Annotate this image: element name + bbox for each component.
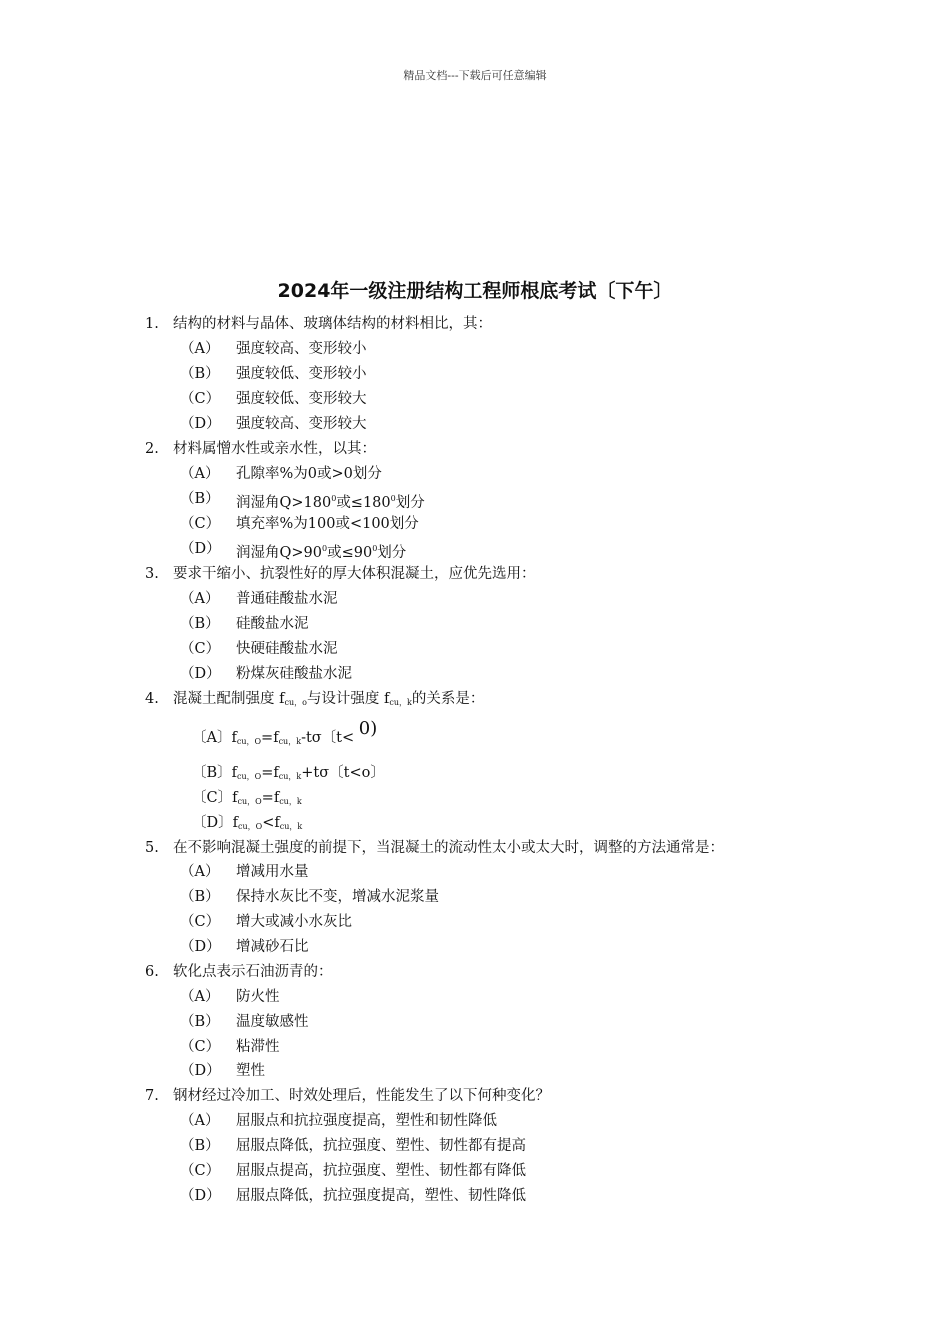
option-text: 快硬硅酸盐水泥 [236,641,338,657]
option-text: 温度敏感性 [236,1014,309,1030]
option-letter: （D） [180,939,221,955]
option-text: 粘滞性 [236,1039,280,1055]
option-letter: （C） [180,1163,221,1179]
option-letter: （C） [180,391,221,407]
option-letter: （B） [180,1138,220,1154]
option-text: 润湿角$Q>180^0$或$\le 180^0$划分 [236,494,425,511]
option-text: 屈服点和抗拉强度提高，塑性和韧性降低 [236,1113,497,1129]
option-letter: （B） [180,1014,220,1030]
option-letter: （B） [180,366,220,382]
question-text: 钢材经过冷加工、时效处理后，性能发生了以下何种变化？ [173,1088,550,1104]
option-text: 强度较高、变形较小 [236,341,367,357]
option-letter: （A） [180,1113,220,1129]
formula-option: 〔B〕$f_{cu,O}=f_{cu,k}+t\sigma$〔t<o〕 [192,765,385,781]
formula-option: 〔C〕$f_{cu,O}=f_{cu,k}$ [192,790,302,806]
question-number: 6. [145,964,159,980]
formula-option: 〔A〕$f_{cu,O}=f_{cu,k}-t\sigma$〔t< 0) [192,718,378,746]
option-letter: （A） [180,341,220,357]
question-text: 结构的材料与晶体、玻璃体结构的材料相比，其： [173,316,492,332]
option-text: 润湿角$Q>90^0$或$\le 90^0$划分 [236,544,407,561]
option-letter: （C） [180,516,221,532]
option-text: 增减砂石比 [236,939,309,955]
option-letter: （C） [180,641,221,657]
option-letter: （D） [180,416,221,432]
option-letter: （C） [180,914,221,930]
option-letter: （D） [180,1063,221,1079]
option-letter: （A） [180,466,220,482]
option-text: 强度较低、变形较小 [236,366,367,382]
option-text: 填充率%为100或<100划分 [236,516,419,532]
question-number: 3. [145,566,159,582]
option-text: 增大或减小水灰比 [236,914,352,930]
question-text: 在不影响混凝土强度的前提下，当混凝土的流动性太小或太大时，调整的方法通常是： [173,840,724,856]
option-letter: （A） [180,989,220,1005]
question-text: 混凝土配制强度 $f_{cu,o}$与设计强度 $f_{cu,k}$的关系是： [173,691,485,707]
option-text: 孔隙率%为0或>0划分 [236,466,382,482]
question-number: 5. [145,840,159,856]
option-letter: （A） [180,864,220,880]
option-text: 屈服点降低，抗拉强度、塑性、韧性都有提高 [236,1138,526,1154]
option-text: 保持水灰比不变，增减水泥浆量 [236,889,439,905]
header-note: 精品文档---下载后可任意编辑 [403,69,547,82]
option-letter: （A） [180,591,220,607]
option-text: 塑性 [236,1063,265,1079]
option-text: 屈服点降低，抗拉强度提高，塑性、韧性降低 [236,1188,526,1204]
option-text: 强度较低、变形较大 [236,391,367,407]
question-text: 材料属憎水性或亲水性，以其： [173,441,376,457]
page-title: 2024年一级注册结构工程师根底考试〔下午〕 [277,280,673,302]
question-number: 4. [145,691,159,707]
option-letter: （B） [180,889,220,905]
option-letter: （D） [180,541,221,557]
question-number: 2. [145,441,159,457]
question-text: 软化点表示石油沥青的： [173,964,333,980]
question-number: 7. [145,1088,159,1104]
question-text: 要求干缩小、抗裂性好的厚大体积混凝土，应优先选用： [173,566,536,582]
option-text: 硅酸盐水泥 [236,616,309,632]
option-letter: （D） [180,666,221,682]
option-text: 普通硅酸盐水泥 [236,591,338,607]
option-letter: （C） [180,1039,221,1055]
option-text: 粉煤灰硅酸盐水泥 [236,666,352,682]
question-number: 1. [145,316,159,332]
option-text: 增减用水量 [236,864,309,880]
option-text: 强度较高、变形较大 [236,416,367,432]
formula-option: 〔D〕$f_{cu,O}<f_{cu,k}$ [192,815,303,831]
option-letter: （B） [180,491,220,507]
option-text: 屈服点提高，抗拉强度、塑性、韧性都有降低 [236,1163,526,1179]
option-letter: （B） [180,616,220,632]
option-letter: （D） [180,1188,221,1204]
option-text: 防火性 [236,989,280,1005]
